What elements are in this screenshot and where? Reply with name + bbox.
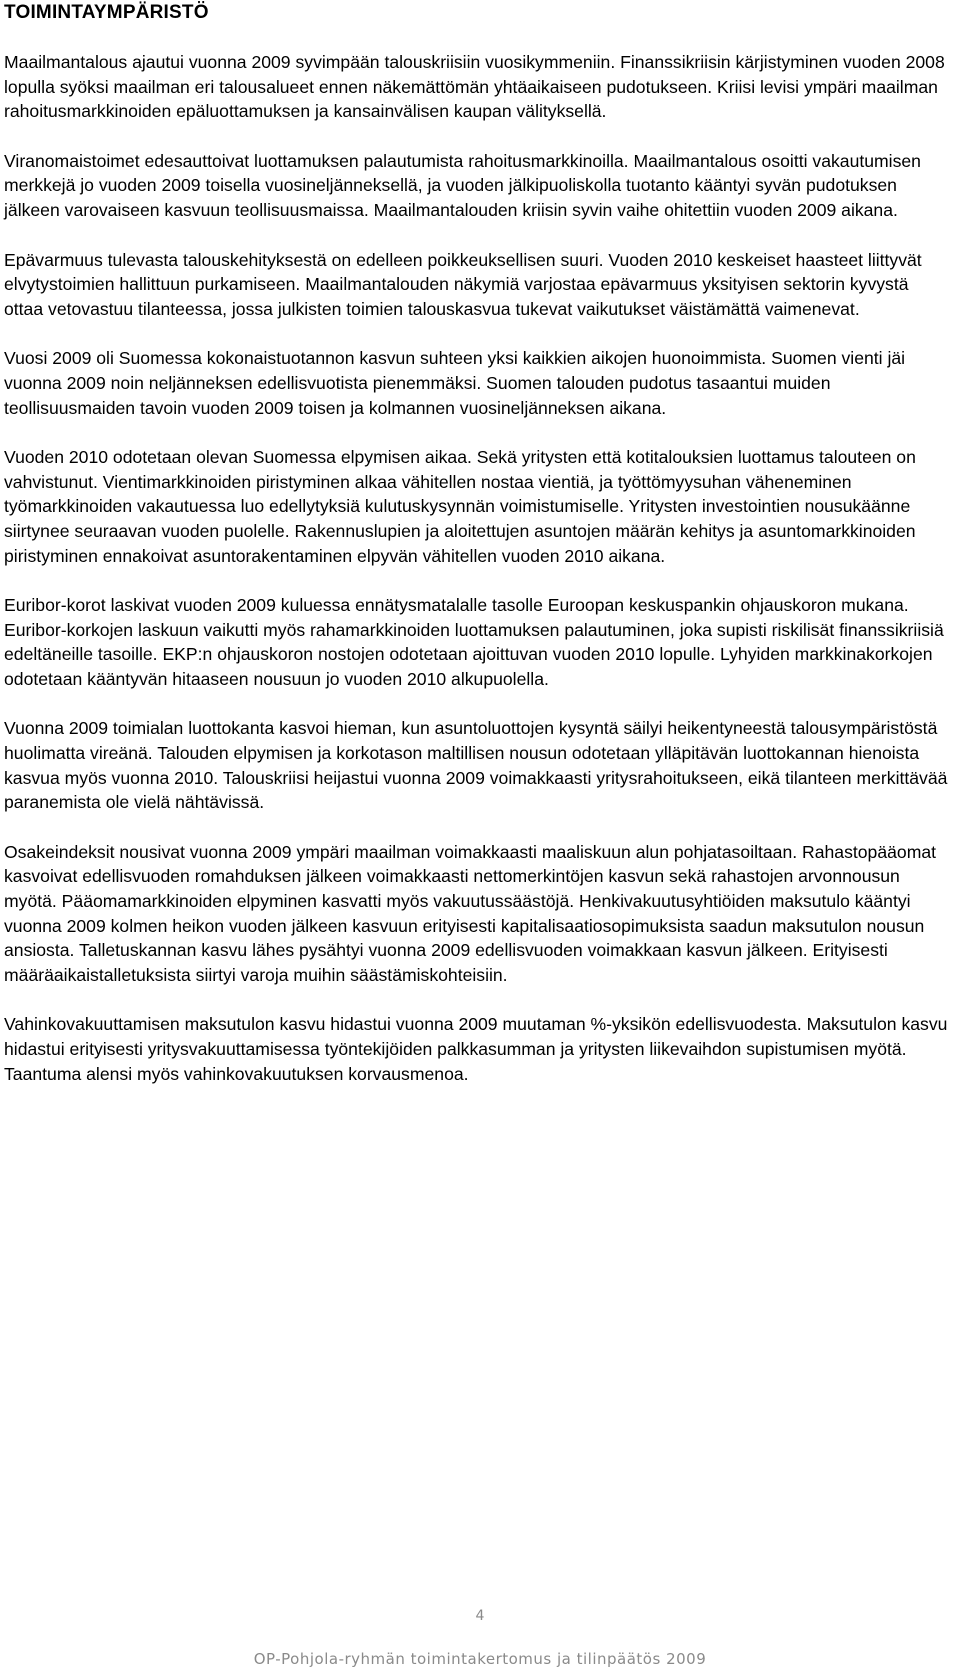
paragraph-7: Vuonna 2009 toimialan luottokanta kasvoi hieman, kun asuntoluottojen kysyntä säilyi heikentyneestä talousympäristöstä huolimatta vireänä. Talouden elpymisen ja korkotason maltillisen nousun odotetaan ylläpitävän luottokannan hienoista kasvua myös vuonna 2010. Talouskriisi heijastui vuonna 2009 voimakkaasti yritysrahoitukseen, eikä tilanteen merkittävää paranemista ole vielä nähtävissä. <box>4 718 948 813</box>
paragraph-6: Euribor-korot laskivat vuoden 2009 kuluessa ennätysmatalalle tasolle Euroopan keskuspankin ohjauskoron mukana. Euribor-korkojen laskuun vaikutti myös rahamarkkinoiden luottamuksen palautuminen, joka supisti riskilisät finanssikriisiä edeltäneille tasoille. EKP:n ohjauskoron nostojen odotetaan ajoittuvan vuoden 2010 lopulle. Lyhyiden markkinakorkojen odotetaan kääntyvän hitaaseen nousuun jo vuoden 2010 alkupuolella. <box>4 595 944 689</box>
page-content <box>4 0 950 1111</box>
paragraph-5: Vuoden 2010 odotetaan olevan Suomessa elpymisen aikaa. Sekä yritysten että kotitalouksien luottamus talouteen on vahvistunut. Vientimarkkinoiden piristyminen alkaa vähitellen nostaa vientiä, ja työttömyysuhan väheneminen työmarkkinoiden vakautuessa luo edellytyksiä kulutuskysynnän voimistumiselle. Yritysten investointien nousukäänne siirtynee seuraavan vuoden puolelle. Rakennuslupien ja aloitettujen asuntojen määrän kehitys ja asuntomarkkinoiden piristyminen ennakoivat asuntorakentaminen elpyvän vähitellen vuoden 2010 aikana. <box>4 447 916 566</box>
page-number: 4 <box>475 1608 485 1624</box>
paragraph-8: Osakeindeksit nousivat vuonna 2009 ympäri maailman voimakkaasti maaliskuun alun pohjatasoiltaan. Rahastopääomat kasvoivat edellisvuoden romahduksen jälkeen voimakkaasti nettomerkintöjen kasvun sekä rahastojen arvonnousun myötä. Pääomamarkkinoiden elpyminen kasvatti myös vakuutussäästöjä. Henkivakuutusyhtiöiden maksutulo kääntyi vuonna 2009 kolmen heikon vuoden jälkeen kasvuun erityisesti kapitalisaatiosopimuksista saadun maksutulon nousun ansiosta. Talletuskannan kasvu lähes pysähtyi vuonna 2009 edellisvuoden voimakkaan kasvun jälkeen. Erityisesti määräaikaistalletuksista siirtyi varoja muihin säästämiskohteisiin. <box>4 841 937 985</box>
footer-title: OP-Pohjola-ryhmän toimintakertomus ja tilinpäätös 2009 <box>253 1650 707 1668</box>
paragraph-1: Maailmantalous ajautui vuonna 2009 syvimpään talouskriisiin vuosikymmeniin. Finanssikriisin kärjistyminen vuoden 2008 lopulla syöksi maailman eri talousalueet ennen näkemättömän yhtäaikaiseen pudotukseen. Kriisi levisi ympäri maailman rahoitusmarkkinoiden epäluottamuksen ja kansainvälisen kaupan välityksellä. <box>4 52 945 122</box>
paragraph-3: Epävarmuus tulevasta talouskehityksestä on edelleen poikkeuksellisen suuri. Vuoden 2010 keskeiset haasteet liittyvät elvytystoimien hallittuun purkamiseen. Maailmantalouden näkymiä varjostaa epävarmuus yksityisen sektorin kyvystä ottaa vetovastuu tilanteessa, jossa julkisten toimien talouskasvua tukevat vaikutukset väistämättä vaimenevat. <box>4 249 922 319</box>
paragraph-9: Vahinkovakuuttamisen maksutulon kasvu hidastui vuonna 2009 muutaman %-yksikön edellisvuodesta. Maksutulon kasvu hidastui erityisesti yritysvakuuttamisessa työntekijöiden palkkasumman ja yritysten liikevaihdon supistumisen myötä. Taantuma alensi myös vahinkovakuutuksen korvausmenoa. <box>4 1014 948 1084</box>
paragraph-2: Viranomaistoimet edesauttoivat luottamuksen palautumista rahoitusmarkkinoilla. Maailmantalous osoitti vakautumisen merkkejä jo vuoden 2009 toisella vuosineljänneksellä, ja vuoden jälkipuoliskolla tuotanto kääntyi syvän pudotuksen jälkeen varovaiseen kasvuun teollisuusmaissa. Maailmantalouden kriisin syvin vaihe ohitettiin vuoden 2009 aikana. <box>4 150 921 220</box>
section-heading: TOIMINTAYMPÄRISTÖ <box>4 2 209 23</box>
paragraph-4: Vuosi 2009 oli Suomessa kokonaistuotannon kasvun suhteen yksi kaikkien aikojen huonoimmista. Suomen vienti jäi vuonna 2009 noin neljänneksen edellisvuotista pienemmäksi. Suomen talouden pudotus tasaantui muiden teollisuusmaiden tavoin vuoden 2009 toisen ja kolmannen vuosineljänneksen aikana. <box>4 348 906 418</box>
